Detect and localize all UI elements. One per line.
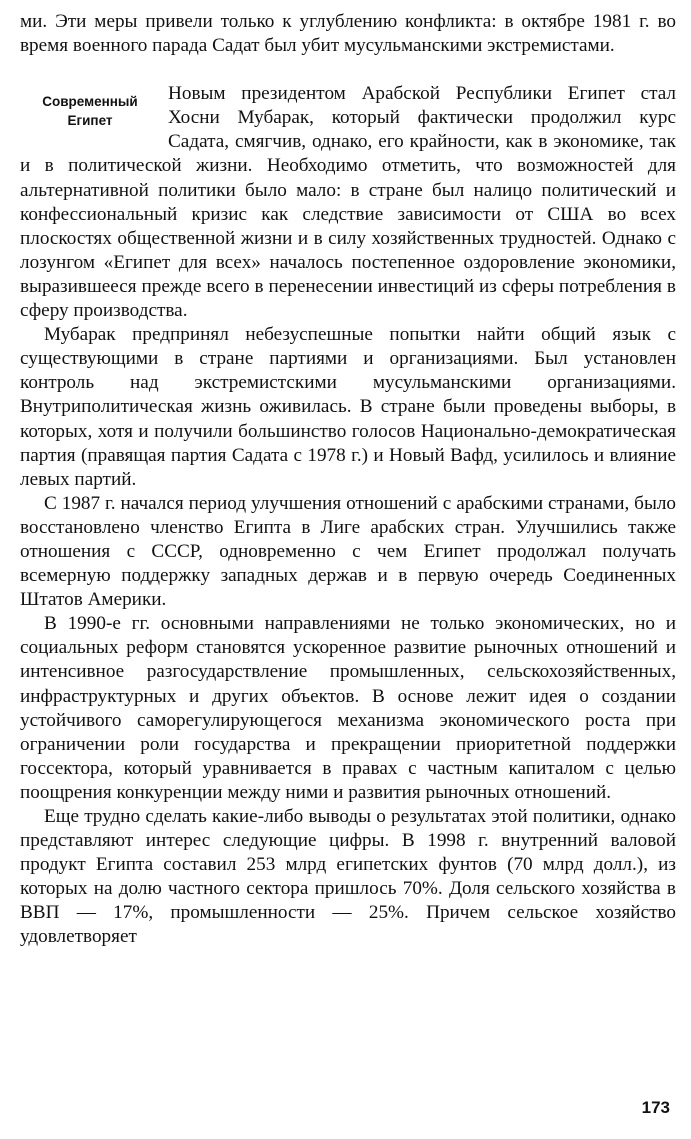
book-page — [20, 10, 676, 1130]
paragraph-arab-relations: С 1987 г. начался период улучшения отношений с арабскими странами, было восстановлено членство Египта в Лиге арабских стран. Улучшились также отношения с СССР, одновременно с чем Египет продолжал получать всемерную поддержку западных держав и в первую очередь Соединенных Штатов Америки. — [20, 492, 676, 611]
paragraph-mubarak-president: Новым президентом Арабской Республики Египет стал Хосни Мубарак, который фактически продолжил курс Садата, смягчив, однако, его крайности, как в экономике, так и в политической жизни. Необходимо отметить, что возможностей для альтернативной политики было мало: в стране был налицо политический и конфессиональный кризис как следствие зависимости от США во всех плоскостях общественной жизни и в силу хозяйственных трудностей. Однако с лозунгом «Египет для всех» началось постепенное оздоровление экономики, выразившееся прежде всего в перенесении инвестиций из сферы потребления в сферу производства. — [20, 83, 676, 322]
paragraph-economy-figures: Еще трудно сделать какие-либо выводы о результатах этой политики, однако представляют интерес следующие цифры. В 1998 г. внутренний валовой продукт Египта составил 253 млрд египетских фунтов (70 млрд долл.), из которых на долю частного сектора пришлось 70%. Доля сельского хозяйства в ВВП — 17%, промышленности — 25%. Причем сельское хозяйство удовлетворяет — [20, 806, 676, 948]
side-heading-line-2: Египет — [67, 113, 113, 129]
side-heading-line-1: Современный — [42, 94, 138, 110]
side-heading — [20, 92, 160, 130]
paragraph-parties: Мубарак предпринял небезуспешные попытки найти общий язык с существующими в стране партиями и организациями. Был установлен контроль над экстремистскими мусульманскими организациями. Внутриполитическая жизнь оживилась. В стране были проведены выборы, в которых, хотя и получили большинство голосов Национально-демократическая партия (правящая партия Садата с 1978 г.) и Новый Вафд, усилилось и влияние левых партий. — [20, 324, 676, 490]
paragraph-continuation: ми. Эти меры привели только к углублению конфликта: в октябре 1981 г. во время военного парада Садат был убит мусульманскими экстремистами. — [20, 11, 676, 57]
paragraph-reforms: В 1990-е гг. основными направлениями не только экономических, но и социальных реформ становятся ускоренное развитие рыночных отношений и интенсивное разгосударствление промышленных, сельскохозяйственных, инфраструктурных и других объектов. В основе лежит идея о создании устойчивого саморегулирующегося механизма экономического роста при ограничении роли государства и прекращении приоритетной поддержки госсектора, который уравнивается в правах с частным капиталом с целью поощрения конкуренции между ними и развития рыночных отношений. — [20, 613, 676, 803]
page-number: 173 — [641, 1098, 670, 1117]
